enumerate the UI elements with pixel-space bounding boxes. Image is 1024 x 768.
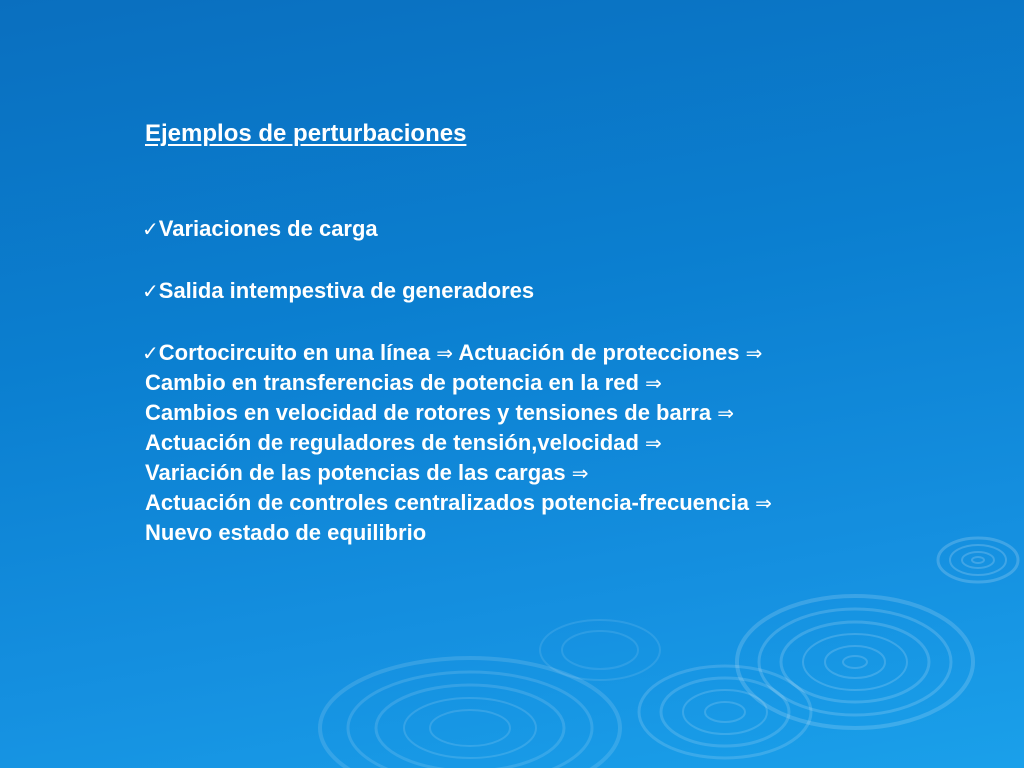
bullet-text: Salida intempestiva de generadores <box>158 278 535 303</box>
checkmark-icon: ✓ <box>142 341 159 365</box>
sequence-text: Cambios en velocidad de rotores y tensiones de barra <box>145 400 718 425</box>
sequence-line-1 <box>142 338 965 368</box>
bullet-salida-generadores <box>142 276 965 306</box>
implies-arrow-icon: ⇒ <box>436 341 454 365</box>
bullet-cortocircuito-sequence <box>142 338 965 548</box>
sequence-line-4 <box>145 428 965 458</box>
sequence-line-3 <box>145 398 965 428</box>
sequence-text: Nuevo estado de equilibrio <box>145 520 427 545</box>
sequence-line-7 <box>145 518 965 548</box>
slide-content <box>142 118 965 548</box>
checkmark-icon: ✓ <box>142 217 159 241</box>
sequence-text: Cortocircuito en una línea <box>158 340 437 365</box>
sequence-line-2 <box>145 368 965 398</box>
implies-arrow-icon: ⇒ <box>755 491 772 515</box>
sequence-text: Actuación de protecciones <box>458 340 746 365</box>
implies-arrow-icon: ⇒ <box>745 341 763 365</box>
sequence-text: Cambio en transferencias de potencia en la red <box>145 370 646 395</box>
bullet-text: Variaciones de carga <box>158 216 378 241</box>
implies-arrow-icon: ⇒ <box>645 371 662 395</box>
implies-arrow-icon: ⇒ <box>717 401 734 425</box>
sequence-text: Actuación de controles centralizados potencia-frecuencia <box>145 490 756 515</box>
bullet-variaciones-de-carga <box>142 214 965 244</box>
sequence-line-5 <box>145 458 965 488</box>
sequence-text: Actuación de reguladores de tensión,velocidad <box>145 430 646 455</box>
slide-title: Ejemplos de perturbaciones <box>145 120 467 147</box>
checkmark-icon: ✓ <box>142 279 159 303</box>
sequence-text: Variación de las potencias de las cargas <box>145 460 572 485</box>
sequence-line-6 <box>145 488 965 518</box>
implies-arrow-icon: ⇒ <box>571 461 589 485</box>
implies-arrow-icon: ⇒ <box>645 431 662 455</box>
